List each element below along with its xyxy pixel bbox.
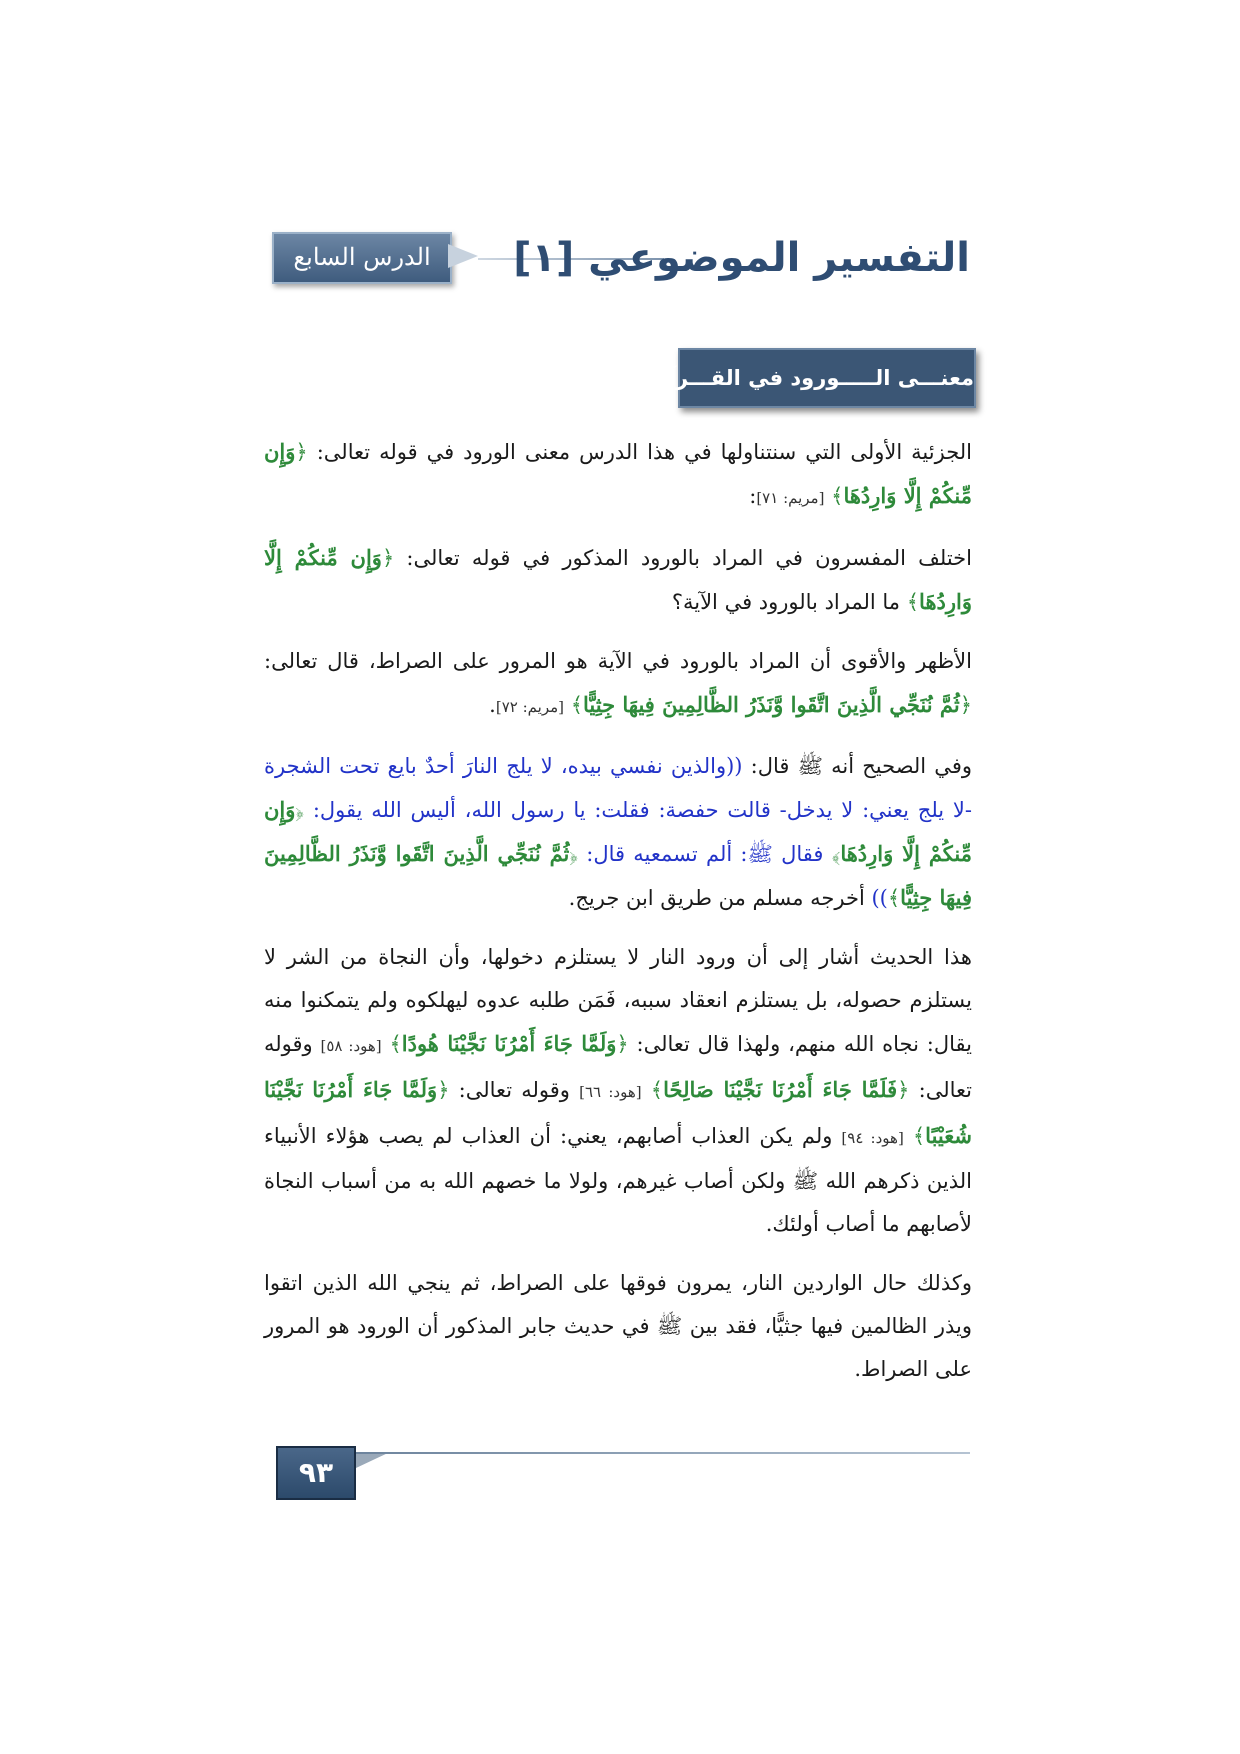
ornate-bracket-open: ﴿ [295, 798, 305, 822]
ornate-bracket-open: ﴿ [616, 1032, 629, 1056]
quran-verse: ثُمَّ نُنَجِّي الَّذِينَ اتَّقَوا وَّنَذَرُ الظَّالِمِينَ فِيهَا جِثِيًّا [583, 692, 960, 717]
quran-verse: وَلَمَّا جَاءَ أَمْرُنَا نَجَّيْنَا هُودًا [401, 1031, 617, 1056]
quran-verse: وَإِن مِّنكُمْ إِلَّا وَارِدُهَا [264, 797, 972, 866]
text: اختلف المفسرون في المراد بالورود المذكور في قوله تعالى: [394, 546, 972, 570]
paragraph-1 [264, 430, 972, 520]
text: وقوله تعالى: [449, 1078, 580, 1102]
quran-verse: وَلَمَّا جَاءَ أَمْرُنَا نَجَّيْنَا شُعَيْبًا [264, 1077, 972, 1148]
ornate-bracket-open: ﴿ [381, 546, 395, 570]
section-title: معنـــى الـــــورود في القـــرآن [650, 366, 974, 390]
ornate-bracket-open: ﴿ [897, 1078, 910, 1102]
ornate-bracket-close: ﴾ [912, 1124, 926, 1148]
page-number: ٩٣ [276, 1446, 356, 1500]
ornate-bracket-open: ﴿ [959, 693, 972, 717]
text: وفي الصحيح أنه ﷺ قال: [742, 754, 972, 778]
ornate-bracket-open: ﴿ [295, 440, 308, 464]
paragraph-4 [264, 745, 972, 920]
badge-wedge-decoration [448, 244, 478, 268]
ornate-bracket-close: ﴾ [906, 590, 920, 614]
quran-verse: وَإِن مِّنكُمْ إِلَّا وَارِدُهَا [264, 545, 972, 614]
text: الأظهر والأقوى أن المراد بالورود في الآية هو المرور على الصراط، قال تعالى: [264, 649, 972, 673]
verse-reference: [هود: ٩٤] [841, 1129, 904, 1147]
ornate-bracket-close: ﴾ [831, 484, 844, 508]
footer-wedge-decoration [356, 1452, 390, 1468]
main-content [264, 430, 972, 1407]
ornate-bracket-close: ﴾ [831, 842, 841, 866]
ornate-bracket-open: ﴿ [437, 1078, 450, 1102]
ornate-bracket-close: ﴾ [570, 693, 583, 717]
paragraph-6 [264, 1262, 972, 1391]
ornate-bracket-close: ﴾ [389, 1032, 402, 1056]
text: أخرجه مسلم من طريق ابن جريج. [568, 886, 872, 910]
hadith-text: )) [871, 886, 888, 910]
text: هذا الحديث أشار إلى أن ورود النار لا يستلزم دخولها، وأن النجاة من الشر لا يستلزم حصوله، بل يستلزم انعقاد سببه، فَمَن طلبه عدوه ليهلكوه ولم يتمكنوا منه يقال: نجاه الله منهم، ولهذا قال تعالى: [264, 945, 972, 1056]
verse-reference: [مريم: ٧١] [756, 489, 825, 507]
page-footer [276, 1446, 970, 1500]
verse-reference: [هود: ٥٨] [320, 1037, 382, 1055]
text: وقوله تعالى: [264, 1032, 973, 1102]
text: الجزئية الأولى التي سنتناولها في هذا الدرس معنى الورود في قوله تعالى: [307, 440, 972, 464]
verse-reference: [هود: ٦٦] [579, 1083, 642, 1101]
ornate-bracket-close: ﴾ [650, 1078, 664, 1102]
text: وكذلك حال الواردين النار، يمرون فوقها على الصراط، ثم ينجي الله الذين اتقوا ويذر الظالمين فيها جثيًّا، فقد بين ﷺ في حديث جابر المذكور أن الورود هو المرور على الصراط. [264, 1271, 972, 1381]
footer-divider [356, 1452, 970, 1454]
quran-verse: وَإِن مِّنكُمْ إِلَّا وَارِدُهَا [264, 439, 972, 508]
hadith-text: فقال ﷺ: ألم تسمعيه قال: [578, 842, 832, 866]
text: : [749, 484, 757, 508]
lesson-badge: الدرس السابع [272, 232, 452, 284]
paragraph-5 [264, 936, 972, 1246]
ornate-bracket-open: ﴿ [569, 842, 579, 866]
section-heading-box [650, 348, 976, 408]
paragraph-2 [264, 536, 972, 624]
paragraph-3 [264, 640, 972, 729]
text: ما المراد بالورود في الآية؟ [671, 590, 907, 614]
hadith-text: ((والذين نفسي بيده، لا يلج النارَ أحدٌ بايع تحت الشجرة -لا يلج يعني: لا يدخل- قالت حفصة: فقلت: يا رسول الله، أليس الله يقول: [264, 754, 972, 822]
book-title: التفسير الموضوعي [١] [513, 235, 970, 281]
text: . [489, 693, 496, 717]
verse-reference: [مريم: ٧٢] [495, 698, 564, 716]
ornate-bracket-close: ﴾ [887, 886, 901, 910]
quran-verse: ثُمَّ نُنَجِّي الَّذِينَ اتَّقَوا وَّنَذَرُ الظَّالِمِينَ فِيهَا جِثِيًّا [264, 841, 972, 910]
page-header [272, 230, 970, 286]
text: ولم يكن العذاب أصابهم، يعني: أن العذاب لم يصب هؤلاء الأنبياء الذين ذكرهم الله ﷺ ولكن أصاب غيرهم، ولولا ما خصهم الله به من أسباب النجاة لأصابهم ما أصاب أولئك. [264, 1124, 972, 1236]
quran-verse: فَلَمَّا جَاءَ أَمْرُنَا نَجَّيْنَا صَالِحًا [663, 1077, 898, 1102]
